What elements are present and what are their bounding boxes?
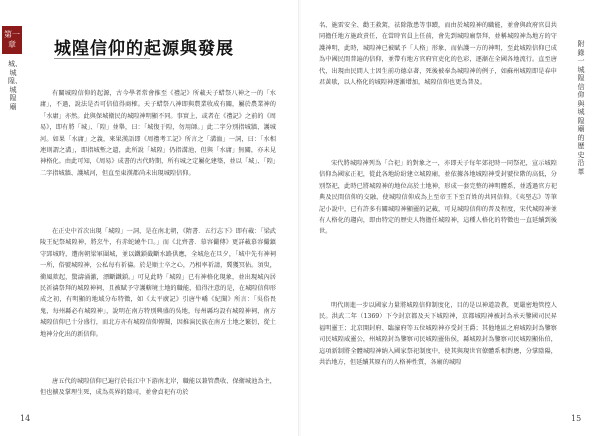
page-number-left: 14	[20, 414, 31, 423]
right-side-caption: 附錄一 城隍信仰與城隍廟的歷史沿革	[577, 40, 592, 176]
paragraph: 名、施雷安全、勸王救駕，祛除散患等事蹟，而由於城隍神的職能，並會與政府官員共同擔任地方施政責任，在當時官員上任前，會先到城隍廟祭拜，並稱城隍神為地方的守護神明，此時，城隍神已被賦予「人格」形象，而佑護一方的神明，至此城隍信仰已成為中國民間普遍的信仰，並帶有地方官府官吏化的色彩，逐漸在全國各地流行。直至唐代，出現由民間人士因生前功德卓著，死後被奉為城隍神的例子，如蘇州城隍即是春申君黃歇，以人格化的城隍神逐漸增加，城隍信仰也更為普及。	[319, 22, 557, 87]
chapter-tab: 第一章	[2, 26, 22, 54]
paragraph: 唐五代的城隍信仰已遍行於長江中下游南北岸，職能以兼管農收、保衛城池為主，但也擴及掌理生死，成為英界的陰司，並會貞祀有功於	[40, 378, 276, 397]
left-page	[0, 0, 299, 436]
left-side-caption: 城、城隍、城隍廟	[8, 60, 22, 111]
page-title: 城隍信仰的起源與發展	[54, 39, 234, 59]
right-page	[301, 0, 600, 436]
paragraph: 有關城隍信仰的起源，古今學者常會推至《禮記》所載天子蜡祭八神之一的「水庸」，不過，說法是否可信值得商榷。天子蜡祭八神即與農業收成有關，屬於農業神的「水庸」亦然。此與保城衛民的城隍神明顯不同。事實上，或者在《禮記》之前的《周易》，即有將「城」、「隍」並舉，曰：「城復于隍，勿用師。」此二字分別指城牆、護城河。如果「水庸」之義，來果漢語即《周禮考工記》所言之「溝洫」一詞，曰：「水相連則謂之溝」，即指城塹之遺，此所說「城隍」仍指溝池，但與「水庸」無關，亦未見神格化。由此可知，《周易》成書的古代時期，所有城之定屬化建築，並以「城」、「隍」二字指城牆、護城河，但直至東漢都尚未出現城隍信仰。	[40, 90, 276, 177]
paragraph: 在正史中首次出現「城隍」一詞，是在南北朝，《隋書．五行志下》即有載：「梁武陵王紀祭城隍神，將烹牛，有赤蛇繞牛口。」而《北齊書．慕容儼傳》更詳載慕容儼鎮守郢城時，遭南朝梁軍圍城，並以鐵鎖截斷水路供應，全城危在旦夕，「城中先有神祠一所，俗號城隍神，公私每有祈禱。於是順士卒之心，乃相率祈請，冀獲冥佑。須臾，衝風欻起，驚濤涌激，漂斷鐵鎖。」可見此時「城隍」已有神格化現象，並出現城內居民祈禱祭拜的城隍神祠，且被賦予守護轄境土地的職能，值得注意的是，在城隍信仰形成之初，有明顯的地域分布特徵，如《太平廣記》引唐牛嶠《紀聞》所言：「吳俗畏鬼，每州縣必有城隍神」，說明在南方特別興盛的吳地，每州縣均設有城隍神祠，南方城隍信仰已十分盛行，而北方亦有城隍信仰傳聞，因推演民族在南方土地之繁衍，從土地神分化出的新信仰。	[40, 228, 276, 338]
paragraph: 宋代將城隍神列為「合祀」的對象之一，亦即天子每年郊祀時一同祭祀，宣示城隍信仰為國家正祀，從此各地紛紛建立城隍廟，並依據各地城隍神受封號位階的高低，分別祭祀，此時已將城隍神的地位高於土地神，形成一套完整的神明體系，並透過官方祀典及民間信仰的交融，使城隍信仰成為上至帝王下至百姓的共同信仰。《夷堅志》等筆記小說中，已有許多有關城隍神顯靈的記載，可見城隍信仰的普及程度，宋代城隍神並有人格化的趨向，即由特定的歷史人物擔任城隍神，這種人格化的特徵也一直延續到後世。	[319, 160, 557, 236]
title-underline	[54, 58, 150, 59]
paragraph: 明代則進一步以國家力量將城隍信仰制度化，目的是以神道設教，更嚴密地管控人民。洪武二年（1369）下令封京都及天下城隍神，京都城隍神被封為承天鑒國司民昇福明靈王；北京開封府、臨濠府等五位城隍神亦受封王爵；其他地區之府城隍封為鑒察司民城隍威靈公，州城隍封為鑒察司民城隍靈佑侯，縣城隍封為鑒察司民城隍顯佑伯，這項新制將全體城隍神納入國家祭祀制度中，使其與現世官僚體系相對應，分掌陰陽，共治地方，但延續其原有的人格神性質，各廟的城隍	[319, 302, 557, 367]
page-number-right: 15	[571, 414, 582, 423]
